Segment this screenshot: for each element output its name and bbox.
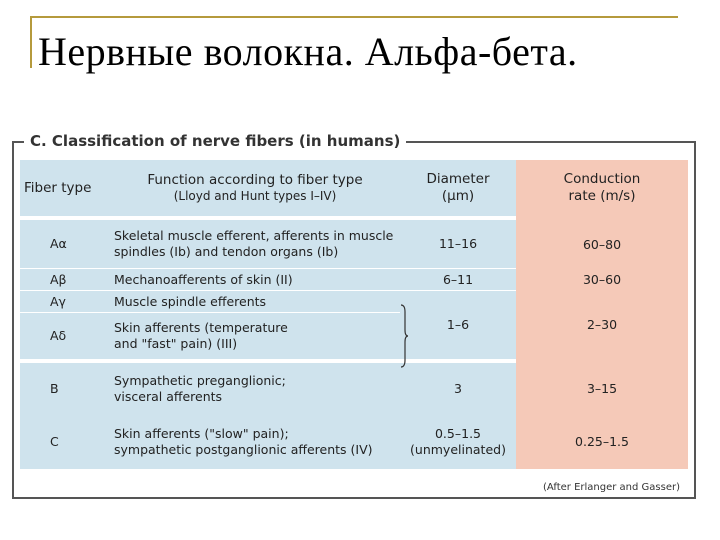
row-function-a-gamma: Muscle spindle efferents bbox=[110, 291, 400, 313]
header-fiber-type-label: Fiber type bbox=[24, 179, 92, 196]
figure-heading: C. Classification of nerve fibers (in humans) bbox=[24, 132, 406, 150]
header-diameter-label: Diameter bbox=[426, 171, 490, 188]
curly-brace-icon bbox=[400, 304, 408, 368]
header-conduction bbox=[516, 160, 688, 216]
row-function-b bbox=[110, 363, 400, 414]
function-line: Skin afferents ("slow" pain); bbox=[114, 425, 289, 441]
figure-credit: (After Erlanger and Gasser) bbox=[542, 482, 680, 493]
row-diameter-a-beta: 6–11 bbox=[400, 269, 516, 291]
row-diameter-c bbox=[400, 414, 516, 469]
function-line: Skeletal muscle efferent, afferents in muscle bbox=[114, 228, 394, 244]
header-diameter-unit: (µm) bbox=[441, 188, 475, 204]
left-rule bbox=[30, 16, 32, 68]
classification-table bbox=[20, 160, 688, 469]
function-line: visceral afferents bbox=[114, 388, 223, 404]
function-line: and "fast" pain) (III) bbox=[114, 336, 238, 351]
function-line: Sympathetic preganglionic; bbox=[114, 372, 286, 388]
row-diameter-a-gamma-delta: 1–6 bbox=[400, 291, 516, 359]
row-type-c: C bbox=[20, 414, 110, 469]
function-line: Skin afferents (temperature bbox=[114, 320, 288, 336]
row-rate-a-gamma-delta: 2–30 bbox=[516, 291, 688, 359]
row-diameter-b: 3 bbox=[400, 363, 516, 414]
header-diameter bbox=[400, 160, 516, 216]
top-rule bbox=[30, 16, 678, 18]
row-function-a-alpha bbox=[110, 220, 400, 269]
row-rate-c: 0.25–1.5 bbox=[516, 414, 688, 469]
function-line: sympathetic postganglionic afferents (IV) bbox=[114, 441, 373, 457]
row-function-a-beta: Mechanoafferents of skin (II) bbox=[110, 269, 400, 291]
row-rate-b: 3–15 bbox=[516, 363, 688, 414]
diameter-value: 0.5–1.5 bbox=[434, 425, 481, 441]
header-conduction-unit: rate (m/s) bbox=[568, 188, 636, 204]
slide-title: Нервные волокна. Альфа-бета. bbox=[38, 29, 578, 74]
header-fiber-type bbox=[20, 160, 110, 216]
row-function-a-delta bbox=[110, 313, 400, 359]
row-function-c bbox=[110, 414, 400, 469]
diameter-note: (unmyelinated) bbox=[410, 441, 506, 457]
row-type-b: B bbox=[20, 363, 110, 414]
function-line: spindles (Ib) and tendon organs (Ib) bbox=[114, 244, 339, 259]
row-type-a-gamma: Aγ bbox=[20, 291, 110, 313]
row-type-a-beta: Aβ bbox=[20, 269, 110, 291]
row-rate-a-beta: 30–60 bbox=[516, 269, 688, 291]
row-type-a-alpha: Aα bbox=[20, 220, 110, 269]
row-type-a-delta: Aδ bbox=[20, 313, 110, 359]
header-function-sub: (Lloyd and Hunt types I–IV) bbox=[173, 188, 337, 203]
row-diameter-a-alpha: 11–16 bbox=[400, 220, 516, 269]
header-conduction-label: Conduction bbox=[563, 171, 641, 188]
header-function-label: Function according to fiber type bbox=[147, 172, 363, 189]
nerve-fiber-figure bbox=[12, 132, 698, 500]
row-rate-a-alpha: 60–80 bbox=[516, 220, 688, 269]
header-function bbox=[110, 160, 400, 216]
